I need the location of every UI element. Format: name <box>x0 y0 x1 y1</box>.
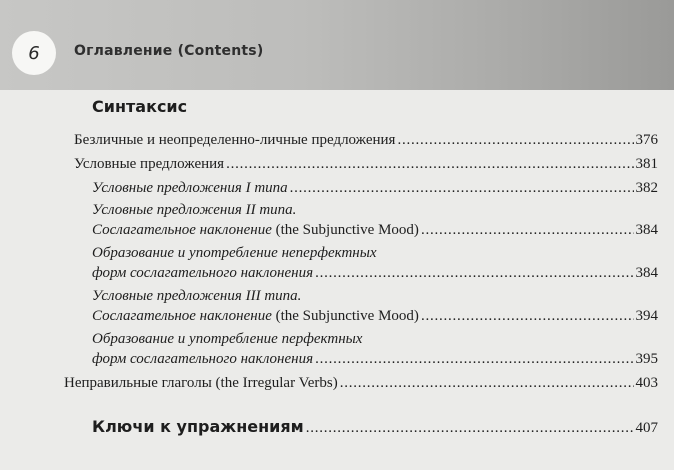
toc-entry-keys[interactable] <box>92 418 658 437</box>
running-title: Оглавление (Contents) <box>74 43 264 59</box>
toc-entry[interactable] <box>74 131 658 149</box>
toc-subentry[interactable] <box>92 179 658 197</box>
toc-entry-title: Условные предложения <box>74 156 225 172</box>
dot-leader <box>340 374 634 392</box>
toc-subentry[interactable] <box>92 307 658 325</box>
toc-entry-title: Неправильные глаголы (the Irregular Verbs) <box>64 375 338 391</box>
dot-leader <box>421 307 634 325</box>
toc-subentry-line1[interactable]: Образование и употребление перфектных <box>92 331 363 347</box>
page-number: 6 <box>28 42 40 64</box>
toc-entry-page: 395 <box>635 351 658 367</box>
section-title-syntax: Синтаксис <box>92 97 188 116</box>
page-number-badge <box>12 31 56 75</box>
toc-entry-page: 394 <box>635 308 658 324</box>
toc-entry-title-plain: (the Subjunctive Mood) <box>271 222 419 238</box>
section-title-keys: Ключи к упражнениям <box>92 417 304 436</box>
dot-leader <box>306 419 634 437</box>
toc-entry[interactable] <box>74 155 658 173</box>
dot-leader <box>226 155 633 173</box>
dot-leader <box>315 350 633 368</box>
dot-leader <box>315 264 633 282</box>
dot-leader <box>421 221 634 239</box>
toc-entry-title: Условные предложения I типа <box>92 180 288 196</box>
toc-entry-title: форм сослагательного наклонения <box>92 265 314 281</box>
toc-entry[interactable] <box>64 374 658 392</box>
toc-entry-page: 407 <box>635 420 658 436</box>
toc-subentry-line1[interactable]: Образование и употребление неперфектных <box>92 245 377 261</box>
toc-entry-page: 381 <box>635 156 658 172</box>
toc-entry-title: Безличные и неопределенно-личные предложения <box>74 132 396 148</box>
toc-entry-title: форм сослагательного наклонения <box>92 351 314 367</box>
dot-leader <box>290 179 634 197</box>
toc-entry-page: 384 <box>635 265 658 281</box>
dot-leader <box>397 131 633 149</box>
toc-subentry[interactable] <box>92 350 658 368</box>
toc-subentry[interactable] <box>92 221 658 239</box>
toc-subentry-line1[interactable]: Условные предложения III типа. <box>92 288 302 304</box>
toc-entry-page: 376 <box>635 132 658 148</box>
toc-subentry[interactable] <box>92 264 658 282</box>
toc-entry-title-italic: Сослагательное наклонение <box>92 222 272 238</box>
page-header <box>0 0 674 90</box>
toc-entry-page: 403 <box>635 375 658 391</box>
toc-entry-title-italic: Сослагательное наклонение <box>92 308 272 324</box>
toc-entry-page: 382 <box>635 180 658 196</box>
toc-entry-title-plain: (the Subjunctive Mood) <box>271 308 419 324</box>
toc-subentry-line1[interactable]: Условные предложения II типа. <box>92 202 297 218</box>
toc-entry-page: 384 <box>635 222 658 238</box>
